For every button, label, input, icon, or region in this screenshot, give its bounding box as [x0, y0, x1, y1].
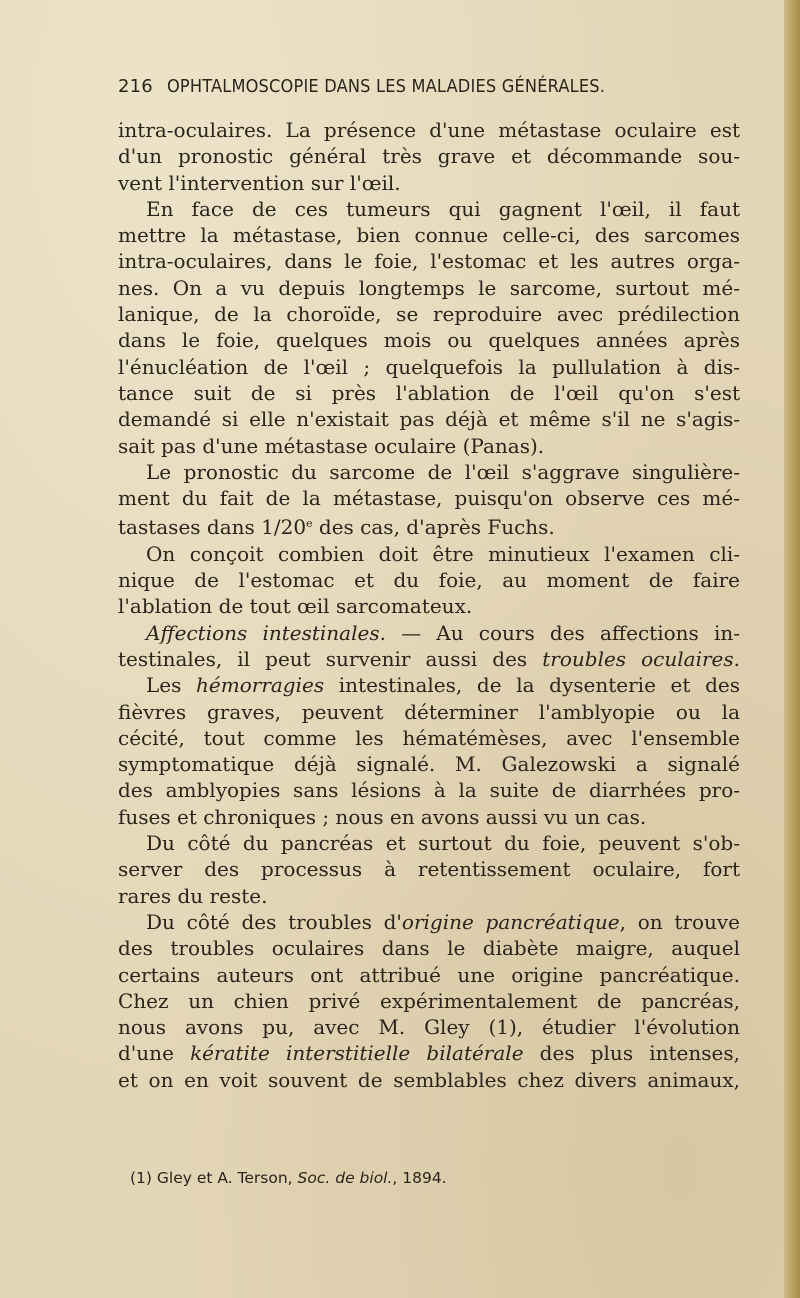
- text-span: vent l'intervention sur l'œil.: [118, 170, 401, 195]
- text-span: fuses et chroniques ; nous en avons aussi vu un cas.: [118, 804, 647, 829]
- italic-span: troubles oculaires: [542, 646, 734, 671]
- footnote: [130, 1169, 750, 1187]
- italic-span: origine pancréatique: [401, 909, 620, 934]
- running-header: [118, 76, 738, 104]
- footnote-prefix: (1) Gley et A. Terson,: [130, 1169, 298, 1187]
- text-line: [118, 354, 740, 380]
- text-span: .: [733, 646, 740, 671]
- text-span: sait pas d'une métastase oculaire (Panas).: [118, 433, 545, 458]
- text-line: [118, 380, 740, 406]
- text-span: symptomatique déjà signalé. M. Galezowski a signalé: [118, 752, 740, 777]
- text-line: [118, 301, 740, 327]
- page-number: 216: [118, 76, 153, 97]
- text-span: intestinales, de la dysenterie et des: [324, 673, 740, 698]
- text-span: rares du reste.: [118, 883, 268, 908]
- text-line: [118, 143, 740, 169]
- text-span: lanique, de la choroïde, se reproduire avec prédilection: [118, 302, 740, 327]
- text-span: des cas, d'après Fuchs.: [312, 515, 555, 540]
- text-span: Chez un chien privé expérimentalement de pancréas,: [118, 988, 740, 1013]
- text-line: [118, 856, 740, 882]
- text-line: [118, 777, 740, 803]
- text-span: l'énucléation de l'œil ; quelquefois la pullulation à dis-: [118, 354, 740, 379]
- page-edge: [784, 0, 800, 1298]
- text-span: d'un pronostic général très grave et décommande sou-: [118, 144, 740, 169]
- text-line: [118, 511, 740, 540]
- text-span: En face de ces tumeurs qui gagnent l'œil, il faut: [146, 196, 740, 221]
- italic-span: Affections intestinales.: [146, 620, 386, 645]
- text-span: et on en voit souvent de semblables chez divers animaux,: [118, 1067, 740, 1092]
- text-span: Les: [146, 673, 197, 698]
- text-line: [118, 327, 740, 353]
- text-span: intra-oculaires, dans le foie, l'estomac et les autres orga-: [118, 249, 740, 274]
- superscript: e: [306, 517, 313, 531]
- text-line: [118, 248, 740, 274]
- text-span: tance suit de si près l'ablation de l'œil qu'on s'est: [118, 380, 740, 405]
- italic-span: hémorragies: [196, 673, 325, 698]
- text-span: mettre la métastase, bien connue celle-ci, des sarcomes: [118, 223, 740, 248]
- text-span: nes. On a vu depuis longtemps le sarcome, surtout mé-: [118, 275, 740, 300]
- text-span: nique de l'estomac et du foie, au moment de faire: [118, 568, 740, 593]
- text-span: demandé si elle n'existait pas déjà et même s'il ne s'agis-: [118, 407, 740, 432]
- text-line: [118, 117, 740, 143]
- text-span: Du côté du pancréas et surtout du foie, peuvent s'ob-: [146, 831, 740, 856]
- text-line: [118, 699, 740, 725]
- text-span: des troubles oculaires dans le diabète maigre, auquel: [118, 936, 740, 961]
- text-span: tastases dans 1/20: [118, 515, 307, 540]
- text-span: , on trouve: [619, 909, 740, 934]
- text-line: [118, 962, 740, 988]
- text-line: [118, 406, 740, 432]
- text-span: intra-oculaires. La présence d'une métastase oculaire est: [118, 118, 740, 142]
- text-span: des plus intenses,: [523, 1041, 740, 1066]
- text-line: [118, 222, 740, 248]
- text-span: certains auteurs ont attribué une origine pancréatique.: [118, 962, 740, 987]
- text-line: [118, 883, 740, 909]
- text-span: nous avons pu, avec M. Gley (1), étudier l'évolution: [118, 1015, 740, 1040]
- text-span: d'une: [118, 1041, 191, 1066]
- text-line: [118, 935, 740, 961]
- text-line: [118, 830, 740, 856]
- text-span: l'ablation de tout œil sarcomateux.: [118, 594, 473, 619]
- text-line: [118, 459, 740, 485]
- text-line: [118, 988, 740, 1014]
- text-line: [118, 1014, 740, 1040]
- footnote-suffix: , 1894.: [392, 1169, 447, 1187]
- text-line: [118, 804, 740, 830]
- text-span: ment du fait de la métastase, puisqu'on observe ces mé-: [118, 486, 740, 511]
- text-line: [118, 1067, 740, 1093]
- text-span: fièvres graves, peuvent déterminer l'amblyopie ou la: [118, 699, 740, 724]
- body-text: [118, 117, 740, 1093]
- text-line: [118, 593, 740, 619]
- text-line: [118, 567, 740, 593]
- text-line: [118, 620, 740, 646]
- running-title: OPHTALMOSCOPIE DANS LES MALADIES GÉNÉRALES.: [166, 76, 606, 97]
- text-span: dans le foie, quelques mois ou quelques années après: [118, 328, 740, 353]
- text-span: — Au cours des affections in-: [385, 620, 740, 645]
- text-line: [118, 541, 740, 567]
- text-span: Le pronostic du sarcome de l'œil s'aggrave singulière-: [146, 459, 740, 484]
- text-line: [118, 646, 740, 672]
- text-line: [118, 909, 740, 935]
- text-line: [118, 170, 740, 196]
- text-line: [118, 751, 740, 777]
- footnote-journal: Soc. de biol.: [297, 1169, 393, 1187]
- text-span: des amblyopies sans lésions à la suite de diarrhées pro-: [118, 778, 740, 803]
- text-line: [118, 1040, 740, 1066]
- text-span: Du côté des troubles d': [146, 909, 402, 934]
- text-line: [118, 725, 740, 751]
- text-line: [118, 275, 740, 301]
- text-line: [118, 485, 740, 511]
- text-line: [118, 196, 740, 222]
- text-line: [118, 433, 740, 459]
- text-span: server des processus à retentissement oculaire, fort: [118, 857, 740, 882]
- text-span: testinales, il peut survenir aussi des: [118, 646, 543, 671]
- italic-span: kératite interstitielle bilatérale: [190, 1041, 524, 1066]
- text-span: cécité, tout comme les hématémèses, avec l'ensemble: [118, 725, 740, 750]
- text-span: On conçoit combien doit être minutieux l'examen cli-: [146, 541, 740, 566]
- text-line: [118, 672, 740, 698]
